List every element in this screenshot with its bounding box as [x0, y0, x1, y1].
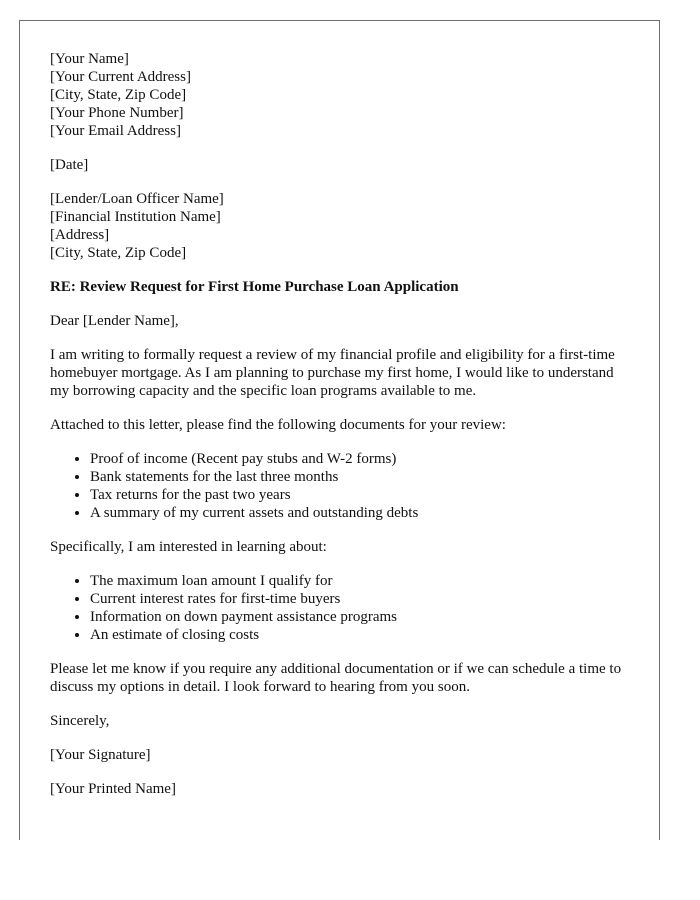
- closing-paragraph: Please let me know if you require any additional documentation or if we can schedule a time to discuss my options in detail. I look forward to hearing from you soon.: [50, 661, 622, 695]
- list-item: • An estimate of closing costs: [90, 626, 629, 644]
- subject-line: RE: Review Request for First Home Purchase Loan Application: [50, 279, 459, 295]
- interests-intro: Specifically, I am interested in learning about:: [50, 539, 327, 555]
- sender-city-state-zip: [City, State, Zip Code]: [50, 87, 187, 103]
- sender-email: [Your Email Address]: [50, 123, 181, 139]
- recipient-block: [50, 190, 629, 262]
- list-item: • Bank statements for the last three months: [90, 468, 629, 486]
- letter-date: [Date]: [50, 157, 89, 173]
- list-item: • Proof of income (Recent pay stubs and W-2 forms): [90, 450, 629, 468]
- sign-off: Sincerely,: [50, 713, 110, 729]
- letter-page: [19, 20, 660, 840]
- recipient-address: [Address]: [50, 227, 110, 243]
- sender-address: [Your Current Address]: [50, 69, 191, 85]
- sender-phone: [Your Phone Number]: [50, 105, 184, 121]
- interests-list: [50, 572, 629, 644]
- salutation: Dear [Lender Name],: [50, 313, 179, 329]
- recipient-name: [Lender/Loan Officer Name]: [50, 191, 224, 207]
- list-item: • Tax returns for the past two years: [90, 486, 629, 504]
- sender-name: [Your Name]: [50, 51, 129, 67]
- list-item: • Information on down payment assistance programs: [90, 608, 629, 626]
- list-item: • Current interest rates for first-time buyers: [90, 590, 629, 608]
- intro-paragraph: I am writing to formally request a review of my financial profile and eligibility for a first-time homebuyer mortgage. As I am planning to purchase my first home, I would like to understand my borrowing capacity and the specific loan programs available to me.: [50, 347, 615, 399]
- documents-intro: Attached to this letter, please find the following documents for your review:: [50, 417, 506, 433]
- signature-placeholder: [Your Signature]: [50, 747, 151, 763]
- recipient-institution: [Financial Institution Name]: [50, 209, 221, 225]
- documents-list: [50, 450, 629, 522]
- list-item: • The maximum loan amount I qualify for: [90, 572, 629, 590]
- printed-name: [Your Printed Name]: [50, 781, 176, 797]
- list-item: • A summary of my current assets and outstanding debts: [90, 504, 629, 522]
- sender-block: [50, 50, 629, 140]
- recipient-city-state-zip: [City, State, Zip Code]: [50, 245, 187, 261]
